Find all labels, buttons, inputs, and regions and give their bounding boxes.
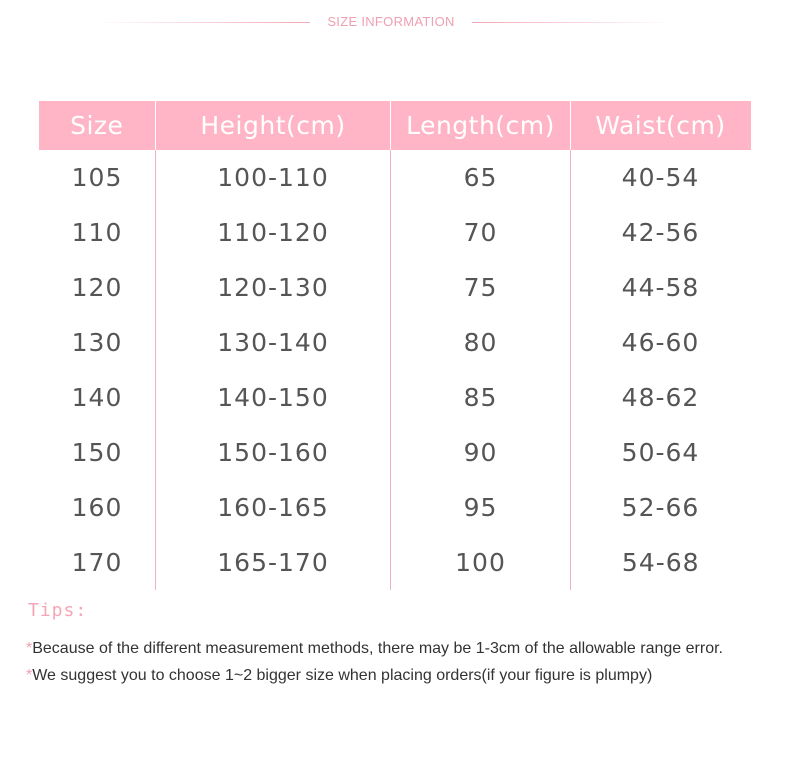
cell-size: 150 [39,425,156,480]
table-row [39,260,751,315]
cell-height: 160-165 [156,480,391,535]
column-header-size: Size [39,101,156,150]
cell-waist: 44-58 [621,273,700,302]
cell-length: 80 [391,315,571,370]
cell-height: 130-140 [156,315,391,370]
tip-text: We suggest you to choose 1~2 bigger size when placing orders(if your figure is plumpy) [32,667,653,684]
cell-size: 120 [39,260,156,315]
header-divider-right [472,22,672,23]
cell-waist: 48-62 [621,383,700,412]
cell-size: 110 [39,205,156,260]
cell-waist: 50-64 [621,438,700,467]
size-chart-table [38,101,751,590]
cell-height: 100-110 [156,150,391,205]
cell-height: 120-130 [156,260,391,315]
cell-height: 165-170 [156,535,391,590]
cell-size: 170 [39,535,156,590]
cell-waist: 42-56 [621,218,700,247]
tips-heading: Tips: [28,600,88,621]
cell-length: 70 [391,205,571,260]
table-row [39,425,751,480]
table-row [39,480,751,535]
cell-waist: 46-60 [621,328,700,357]
cell-length: 65 [391,150,571,205]
column-header-waist: Waist(cm) [571,101,751,150]
column-header-height: Height(cm) [156,101,391,150]
cell-length: 85 [391,370,571,425]
cell-size: 160 [39,480,156,535]
cell-waist: 54-68 [621,548,700,577]
cell-length: 75 [391,260,571,315]
header-divider-left [95,22,310,23]
table-header-row [39,101,751,150]
tip-asterisk: * [26,640,33,657]
column-header-length: Length(cm) [391,101,571,150]
section-title: SIZE INFORMATION [327,14,455,29]
section-header [0,12,790,34]
cell-height: 140-150 [156,370,391,425]
cell-waist: 52-66 [621,493,700,522]
table-row [39,535,751,590]
tip-asterisk: * [26,667,33,684]
cell-size: 105 [39,150,156,205]
cell-length: 90 [391,425,571,480]
table-row [39,370,751,425]
cell-height: 150-160 [156,425,391,480]
cell-size: 130 [39,315,156,370]
table-row [39,205,751,260]
cell-height: 110-120 [156,205,391,260]
tip-text: Because of the different measurement methods, there may be 1-3cm of the allowable range error. [32,640,723,657]
cell-size: 140 [39,370,156,425]
cell-length: 95 [391,480,571,535]
table-row [39,315,751,370]
table-row [39,150,751,205]
tip-item [26,667,652,685]
cell-waist: 40-54 [621,163,700,192]
tip-item [26,640,723,658]
cell-length: 100 [391,535,571,590]
